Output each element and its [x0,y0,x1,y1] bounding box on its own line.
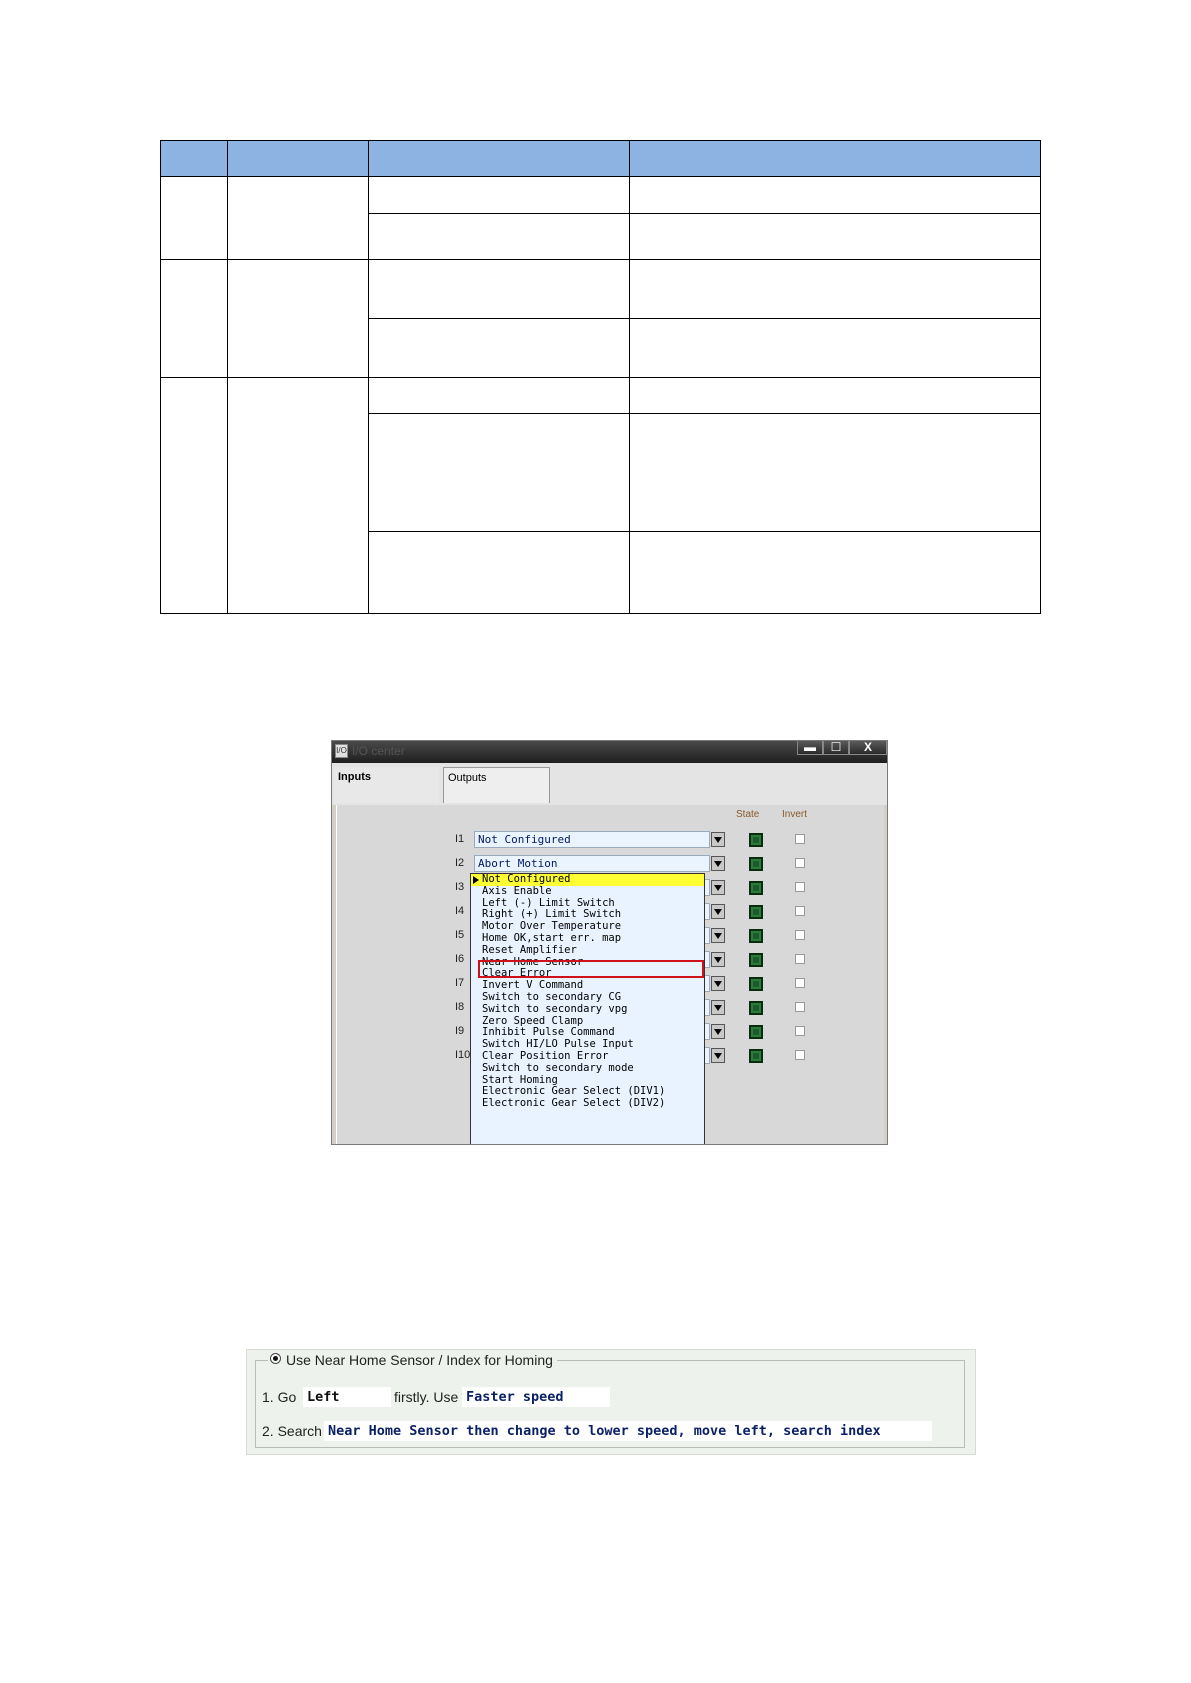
table-header-cell [369,141,630,177]
dropdown-option-label: Zero Speed Clamp [482,1015,584,1027]
table-cell [369,414,630,532]
state-indicator [749,905,763,919]
dropdown-option-label: Inhibit Pulse Command [482,1027,615,1039]
table-row [161,378,1041,414]
pointer-arrow-icon [473,876,479,884]
homing-panel [246,1349,976,1455]
invert-checkbox[interactable] [795,834,805,844]
table-cell [228,378,369,614]
homing-legend[interactable] [268,1352,557,1368]
state-indicator [749,929,763,943]
table-cell [630,214,1041,260]
dropdown-option-label: Clear Position Error [482,1050,609,1062]
dropdown-option-label: Near Home Sensor [482,956,584,968]
chevron-down-icon[interactable] [711,976,725,991]
dropdown-option-label: Right (+) Limit Switch [482,909,622,921]
dropdown-option[interactable] [471,886,704,898]
dropdown-option-label: Reset Amplifier [482,944,577,956]
table-header-cell [161,141,228,177]
direction-field[interactable]: Left [303,1387,391,1407]
state-column-header: State [736,809,760,820]
invert-checkbox[interactable] [795,978,805,988]
table-cell [630,260,1041,319]
invert-checkbox[interactable] [795,882,805,892]
invert-checkbox[interactable] [795,906,805,916]
chevron-down-icon[interactable] [711,1048,725,1063]
dropdown-option-label: Switch to secondary mode [482,1062,634,1074]
dropdown-option[interactable] [471,1027,704,1039]
dropdown-option-label: Axis Enable [482,885,552,897]
dropdown-option-label: Switch to secondary CG [482,991,622,1003]
dropdown-option[interactable] [471,898,704,910]
chevron-down-icon[interactable] [711,880,725,895]
table-cell [630,378,1041,414]
io-input-row [337,855,884,875]
table-cell [630,532,1041,614]
dropdown-option-label: Not Configured [482,874,571,885]
input-label: I5 [455,929,465,941]
input-label: I8 [455,1001,465,1013]
table-cell [369,319,630,378]
table-cell [369,214,630,260]
homing-legend-label: Use Near Home Sensor / Index for Homing [286,1352,553,1368]
invert-checkbox[interactable] [795,930,805,940]
table-cell [369,177,630,214]
invert-checkbox[interactable] [795,1026,805,1036]
table-cell [161,260,228,378]
table-cell [630,319,1041,378]
maximize-button[interactable]: ☐ [823,741,849,755]
chevron-down-icon[interactable] [711,856,725,871]
invert-checkbox[interactable] [795,1002,805,1012]
dropdown-option-label: Invert V Command [482,980,584,992]
table-cell [369,378,630,414]
dropdown-option[interactable] [471,1075,704,1087]
chevron-down-icon[interactable] [711,928,725,943]
dropdown-option-label: Motor Over Temperature [482,921,622,933]
input-function-select[interactable]: Not Configured [474,831,710,848]
table-row [161,177,1041,214]
input-function-dropdown-list[interactable] [470,873,705,1145]
table-cell [369,532,630,614]
input-label: I7 [455,977,465,989]
input-label: I3 [455,881,465,893]
tab-strip [332,763,887,805]
step2-prefix: 2. Search [262,1423,322,1439]
input-label: I9 [455,1025,465,1037]
state-indicator [749,953,763,967]
minimize-button[interactable]: ▬ [797,741,823,755]
io-center-window [331,740,888,1145]
dropdown-option[interactable] [471,980,704,992]
step1-prefix: 1. Go [262,1389,297,1405]
io-input-row [337,831,884,851]
table-cell [161,177,228,260]
io-icon: I/O [335,744,348,758]
state-indicator [749,1049,763,1063]
dropdown-option-label: Left (-) Limit Switch [482,897,615,909]
dropdown-option[interactable] [471,933,704,945]
dropdown-option[interactable] [471,909,704,921]
input-label: I2 [455,857,465,869]
table-cell [161,378,228,614]
dropdown-option[interactable] [471,1063,704,1075]
tab-outputs[interactable]: Outputs [443,767,550,803]
dropdown-option[interactable] [471,1016,704,1028]
input-label: I6 [455,953,465,965]
state-indicator [749,857,763,871]
dropdown-option-label: Electronic Gear Select (DIV2) [482,1098,666,1110]
input-label: I4 [455,905,465,917]
state-indicator [749,977,763,991]
parameter-table [160,140,1041,614]
invert-checkbox[interactable] [795,858,805,868]
table-header-cell [630,141,1041,177]
table-header-row [161,141,1041,177]
invert-checkbox[interactable] [795,1050,805,1060]
title-bar[interactable] [332,741,887,763]
table-cell [630,177,1041,214]
search-method-field[interactable]: Near Home Sensor then change to lower speed, move left, search index [324,1421,932,1441]
input-label: I1 [455,833,465,845]
speed-field[interactable]: Faster speed [462,1387,610,1407]
table-cell [630,414,1041,532]
chevron-down-icon[interactable] [711,1000,725,1015]
table-cell [369,260,630,319]
state-indicator [749,1025,763,1039]
window-title: I/O center [352,744,405,758]
input-label: I10 [455,1049,471,1061]
tab-inputs[interactable]: Inputs [334,767,439,803]
dropdown-option[interactable] [471,921,704,933]
invert-checkbox[interactable] [795,954,805,964]
dropdown-option[interactable] [471,992,704,1004]
highlight-box-near-home-sensor [478,960,704,978]
table-row [161,260,1041,319]
dropdown-option[interactable] [471,1004,704,1016]
dropdown-option-label: Clear Error [482,968,552,980]
step1-middle: firstly. Use [394,1389,459,1405]
invert-column-header: Invert [782,809,808,820]
dropdown-option-label: Home OK,start err. map [482,932,622,944]
dropdown-option-label: Switch to secondary vpg [482,1003,628,1015]
chevron-down-icon[interactable] [711,904,725,919]
dropdown-option[interactable] [471,1039,704,1051]
state-indicator [749,1001,763,1015]
table-cell [228,177,369,260]
homing-group-box [255,1352,965,1448]
close-button[interactable]: X [849,741,887,755]
dropdown-option-label: Electronic Gear Select (DIV1) [482,1086,666,1098]
dropdown-option-label: Switch HI/LO Pulse Input [482,1039,634,1051]
dropdown-option[interactable] [471,1086,704,1098]
state-indicator [749,833,763,847]
dropdown-option[interactable] [471,1051,704,1063]
input-function-select[interactable]: Abort Motion [474,855,710,872]
dropdown-option[interactable] [471,945,704,957]
chevron-down-icon[interactable] [711,832,725,847]
chevron-down-icon[interactable] [711,952,725,967]
state-indicator [749,881,763,895]
table-cell [228,260,369,378]
dropdown-option[interactable] [471,874,704,886]
homing-radio-button[interactable] [270,1353,281,1364]
dropdown-option[interactable] [471,1098,704,1110]
chevron-down-icon[interactable] [711,1024,725,1039]
table-header-cell [228,141,369,177]
dropdown-option-label: Start Homing [482,1074,558,1086]
